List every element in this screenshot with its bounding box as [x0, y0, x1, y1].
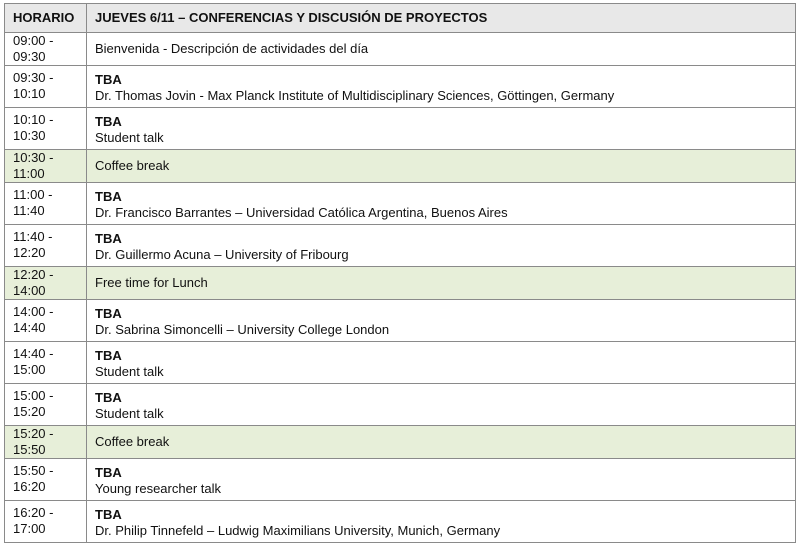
speaker-description: Student talk: [95, 364, 164, 379]
table-row: [5, 300, 796, 342]
talk-title: TBA: [95, 231, 122, 246]
speaker-description: Dr. Thomas Jovin - Max Planck Institute of Multidisciplinary Sciences, Göttingen, Germany: [95, 88, 615, 103]
activity-cell: [87, 33, 796, 66]
speaker-description: Dr. Guillermo Acuna – University of Fribourg: [95, 247, 349, 262]
table-row: [5, 384, 796, 426]
time-cell: 12:20 - 14:00: [5, 267, 87, 300]
speaker-description: Young researcher talk: [95, 481, 221, 496]
header-row: [5, 4, 796, 33]
time-cell: 09:30 - 10:10: [5, 66, 87, 108]
speaker-description: Dr. Francisco Barrantes – Universidad Católica Argentina, Buenos Aires: [95, 205, 508, 220]
activity-cell: [87, 459, 796, 501]
table-row: [5, 225, 796, 267]
time-cell: 10:30 - 11:00: [5, 150, 87, 183]
break-description: Coffee break: [95, 434, 170, 449]
time-cell: 10:10 - 10:30: [5, 108, 87, 150]
talk-title: TBA: [95, 306, 122, 321]
activity-cell: [87, 342, 796, 384]
activity-cell: [87, 150, 796, 183]
speaker-description: Student talk: [95, 406, 164, 421]
table-row: [5, 33, 796, 66]
talk-title: TBA: [95, 114, 122, 129]
schedule-table: [4, 3, 796, 543]
activity-cell: [87, 183, 796, 225]
break-row: [5, 267, 796, 300]
talk-title: TBA: [95, 72, 122, 87]
time-cell: 15:00 - 15:20: [5, 384, 87, 426]
talk-title: TBA: [95, 348, 122, 363]
speaker-description: Dr. Philip Tinnefeld – Ludwig Maximilians University, Munich, Germany: [95, 523, 501, 538]
activity-cell: [87, 267, 796, 300]
table-row: [5, 66, 796, 108]
activity-cell: [87, 66, 796, 108]
table-row: [5, 459, 796, 501]
talk-title: TBA: [95, 465, 122, 480]
table-row: [5, 342, 796, 384]
day-column-header: JUEVES 6/11 – CONFERENCIAS Y DISCUSIÓN DE PROYECTOS: [87, 4, 796, 33]
talk-title: TBA: [95, 189, 122, 204]
table-row: [5, 183, 796, 225]
break-description: Free time for Lunch: [95, 275, 208, 290]
table-row: [5, 108, 796, 150]
break-description: Coffee break: [95, 158, 170, 173]
talk-title: TBA: [95, 390, 122, 405]
time-cell: 15:50 - 16:20: [5, 459, 87, 501]
activity-cell: [87, 426, 796, 459]
speaker-description: Dr. Sabrina Simoncelli – University College London: [95, 322, 390, 337]
time-column-header: HORARIO: [5, 4, 87, 33]
time-cell: 09:00 - 09:30: [5, 33, 87, 66]
activity-cell: [87, 225, 796, 267]
activity-description: Bienvenida - Descripción de actividades del día: [95, 41, 369, 56]
time-cell: 14:00 - 14:40: [5, 300, 87, 342]
activity-cell: [87, 384, 796, 426]
activity-cell: [87, 108, 796, 150]
time-cell: 11:00 - 11:40: [5, 183, 87, 225]
time-cell: 14:40 - 15:00: [5, 342, 87, 384]
activity-cell: [87, 300, 796, 342]
speaker-description: Student talk: [95, 130, 164, 145]
time-cell: 15:20 - 15:50: [5, 426, 87, 459]
time-cell: 11:40 - 12:20: [5, 225, 87, 267]
break-row: [5, 150, 796, 183]
time-cell: 16:20 - 17:00: [5, 501, 87, 543]
break-row: [5, 426, 796, 459]
talk-title: TBA: [95, 507, 122, 522]
